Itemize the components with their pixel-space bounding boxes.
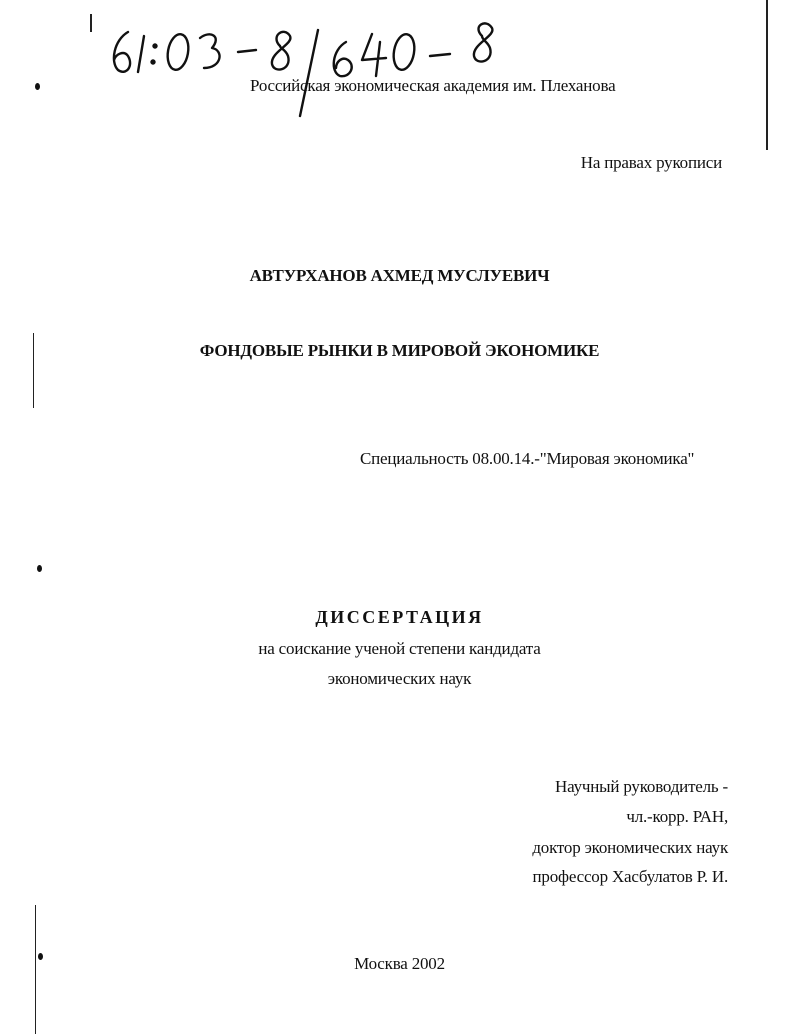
- supervisor-line-3: доктор экономических наук: [532, 838, 728, 857]
- rights-note: На правах рукописи: [580, 153, 722, 172]
- thesis-heading: ДИССЕРТАЦИЯ: [315, 607, 484, 627]
- thesis-degree-line-1: на соискание ученой степени кандидата: [258, 639, 541, 658]
- thesis-degree-line-2: экономических наук: [327, 669, 472, 688]
- handwritten-archive-number: [100, 12, 520, 122]
- supervisor-line-2: чл.-корр. РАН,: [626, 807, 728, 826]
- supervisor-line-4: профессор Хасбулатов Р. И.: [532, 867, 728, 886]
- scan-edge-line-top-left: [90, 14, 92, 32]
- place-and-year: Москва 2002: [354, 954, 445, 973]
- author-name: АВТУРХАНОВ АХМЕД МУСЛУЕВИЧ: [249, 266, 550, 285]
- institution-name: Российская экономическая академия им. Плеханова: [250, 76, 616, 95]
- scan-edge-line-right: [766, 0, 768, 150]
- scan-dot: [37, 565, 42, 572]
- scan-dot: [35, 83, 40, 90]
- specialty: Специальность 08.00.14.-"Мировая экономика": [360, 449, 695, 468]
- dissertation-title: ФОНДОВЫЕ РЫНКИ В МИРОВОЙ ЭКОНОМИКЕ: [199, 341, 600, 360]
- supervisor-line-1: Научный руководитель -: [555, 777, 728, 796]
